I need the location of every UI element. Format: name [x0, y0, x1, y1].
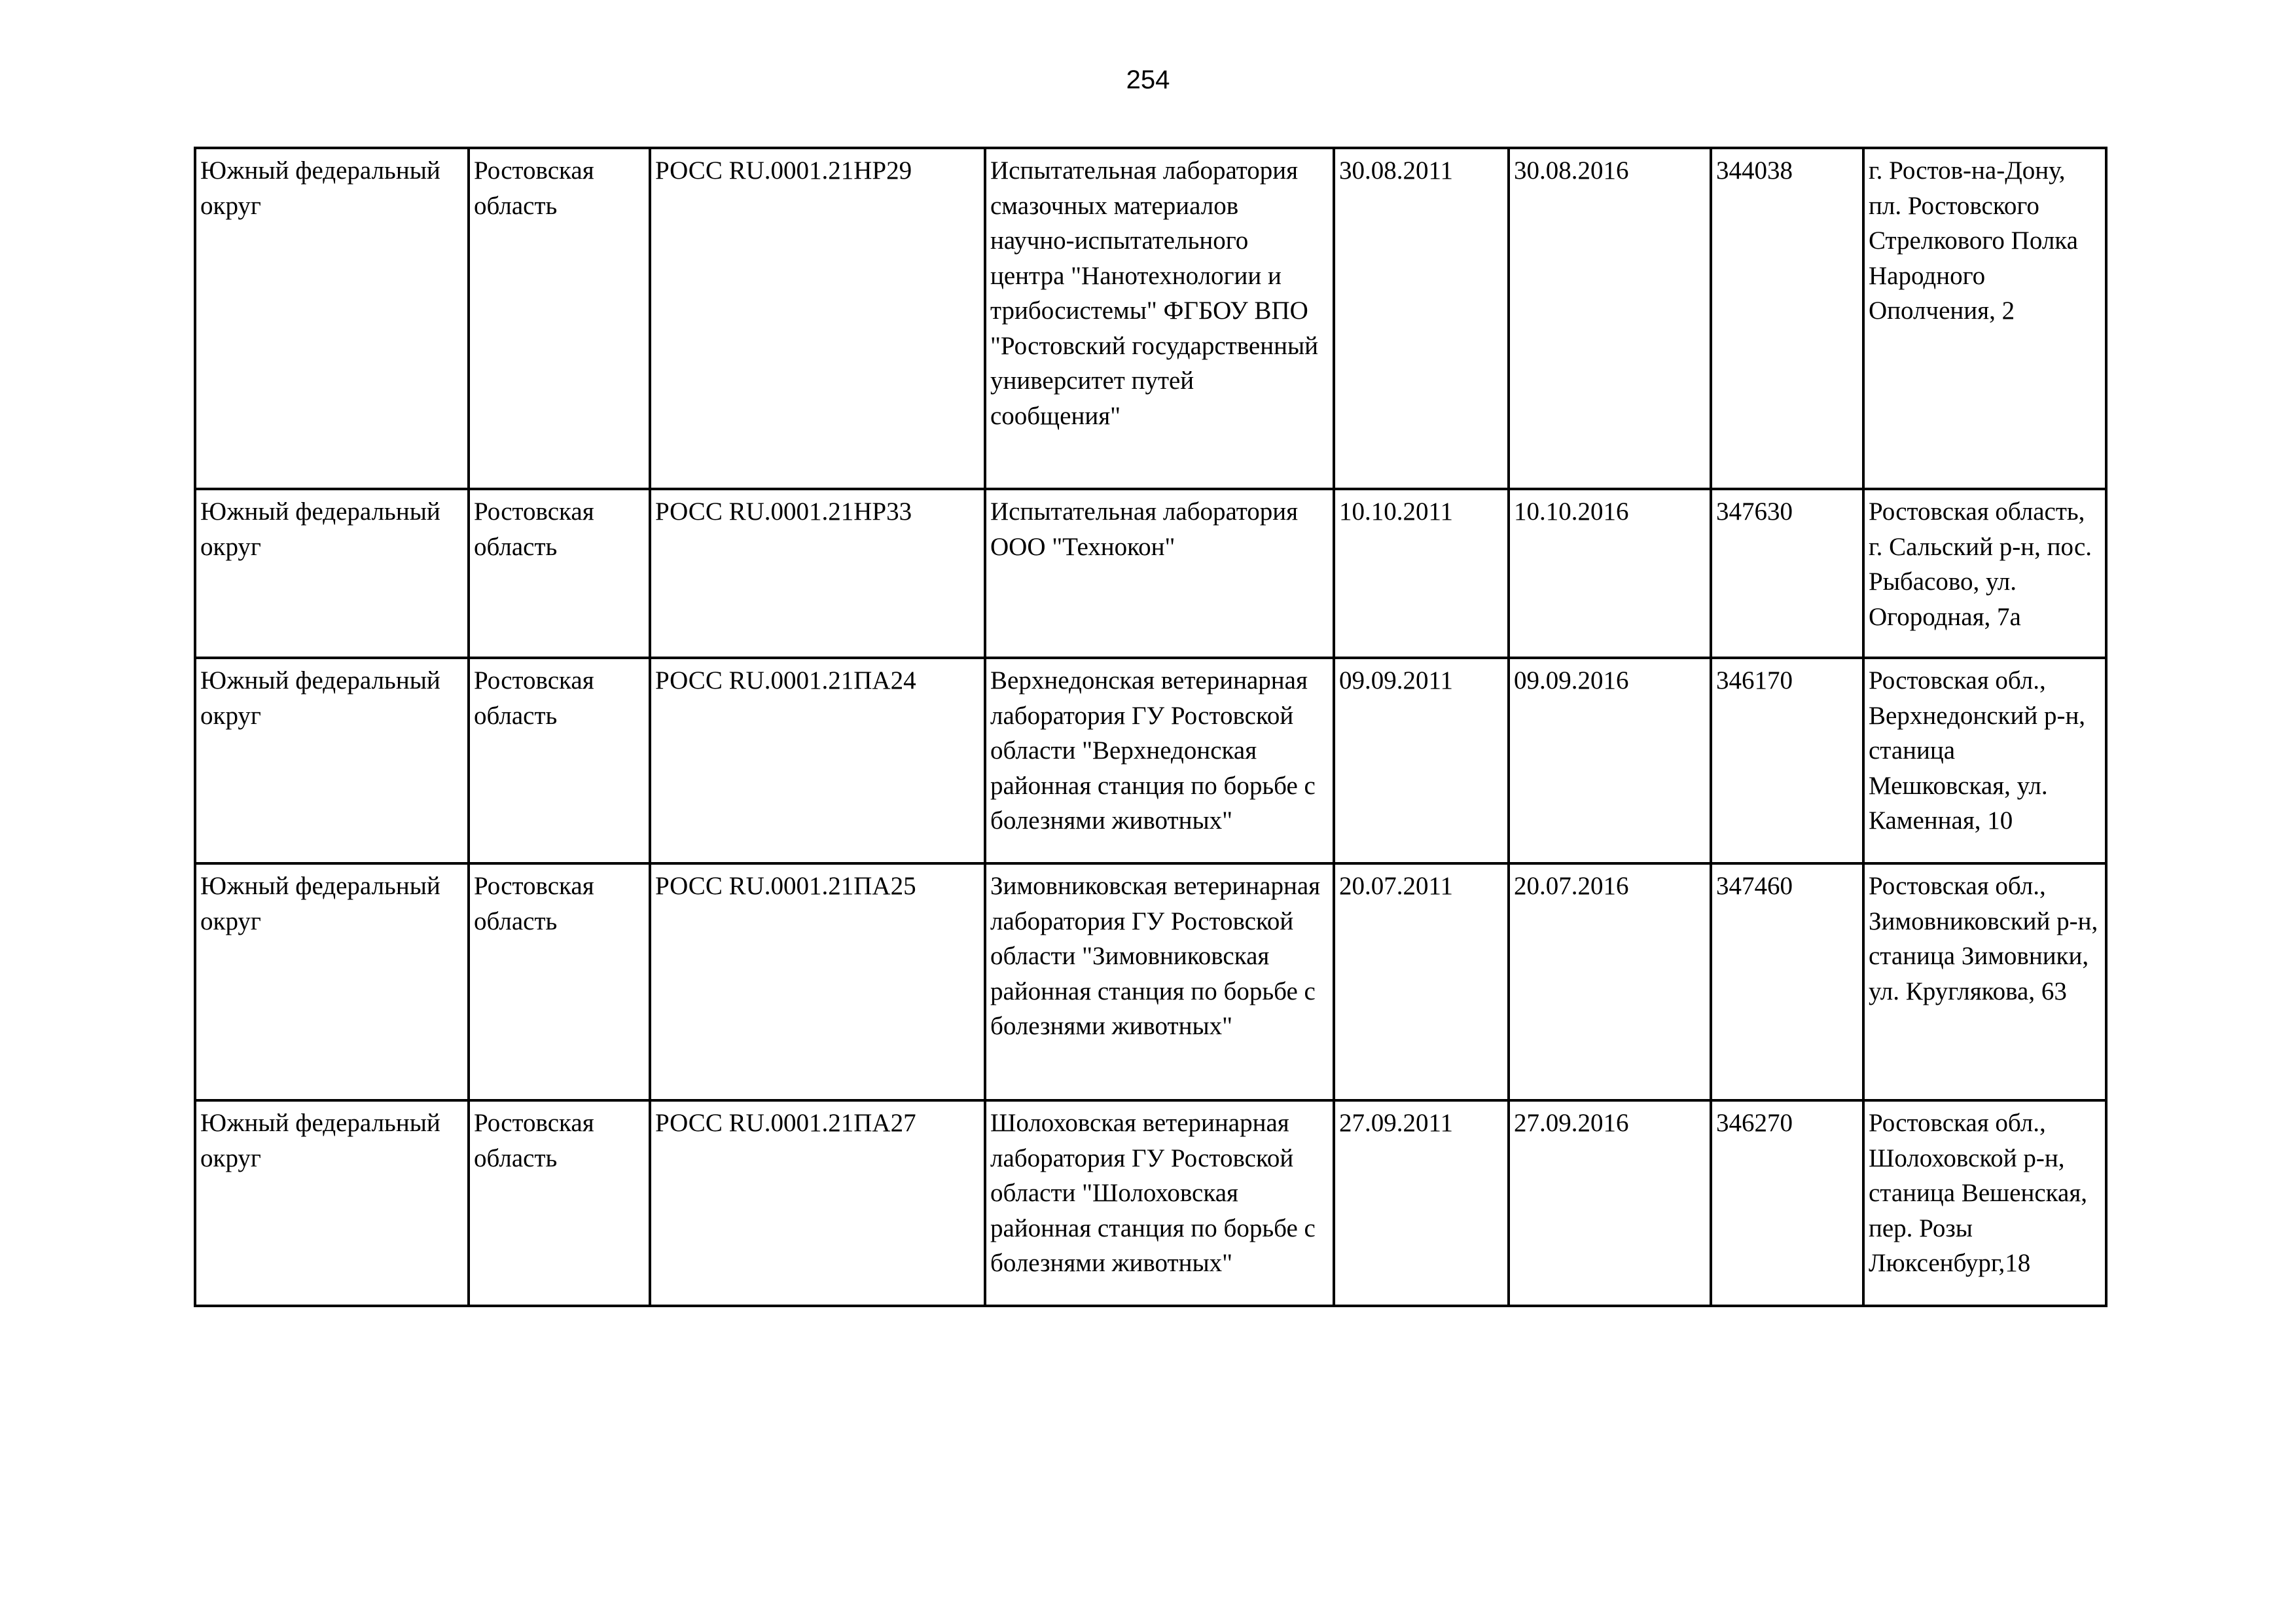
region-cell: Ростовская область — [469, 658, 650, 863]
expiry-date-cell: 09.09.2016 — [1509, 658, 1711, 863]
expiry-date-cell: 27.09.2016 — [1509, 1100, 1711, 1306]
accreditation-code-cell: РОСС RU.0001.21НР33 — [650, 489, 985, 658]
accreditation-code-cell: РОСС RU.0001.21ПА27 — [650, 1100, 985, 1306]
expiry-date-cell: 10.10.2016 — [1509, 489, 1711, 658]
region-cell: Ростовская область — [469, 1100, 650, 1306]
postal-code-cell: 344038 — [1711, 148, 1863, 489]
federal-district-cell: Южный федеральный округ — [195, 148, 469, 489]
address-cell: Ростовская область, г. Сальский р-н, пос. Рыбасово, ул. Огородная, 7а — [1863, 489, 2106, 658]
address-cell: г. Ростов-на-Дону, пл. Ростовского Стрелкового Полка Народного Ополчения, 2 — [1863, 148, 2106, 489]
federal-district-cell: Южный федеральный округ — [195, 489, 469, 658]
laboratory-name-cell: Зимовниковская ветеринарная лаборатория ГУ Ростовской области "Зимовниковская районная станция по борьбе с болезнями животных" — [985, 863, 1334, 1100]
laboratory-registry-table — [194, 147, 2108, 1307]
region-cell: Ростовская область — [469, 489, 650, 658]
federal-district-cell: Южный федеральный округ — [195, 1100, 469, 1306]
table-row — [195, 148, 2106, 489]
federal-district-cell: Южный федеральный округ — [195, 863, 469, 1100]
region-cell: Ростовская область — [469, 148, 650, 489]
accreditation-code-cell: РОСС RU.0001.21НР29 — [650, 148, 985, 489]
address-cell: Ростовская обл., Зимовниковский р-н, станица Зимовники, ул. Круглякова, 63 — [1863, 863, 2106, 1100]
issue-date-cell: 10.10.2011 — [1334, 489, 1509, 658]
issue-date-cell: 27.09.2011 — [1334, 1100, 1509, 1306]
laboratory-name-cell: Испытательная лаборатория ООО "Технокон" — [985, 489, 1334, 658]
postal-code-cell: 347630 — [1711, 489, 1863, 658]
laboratory-name-cell: Шолоховская ветеринарная лаборатория ГУ Ростовской области "Шолоховская районная станция по борьбе с болезнями животных" — [985, 1100, 1334, 1306]
table-row — [195, 1100, 2106, 1306]
issue-date-cell: 20.07.2011 — [1334, 863, 1509, 1100]
accreditation-code-cell: РОСС RU.0001.21ПА24 — [650, 658, 985, 863]
expiry-date-cell: 30.08.2016 — [1509, 148, 1711, 489]
address-cell: Ростовская обл., Шолоховской р-н, станица Вешенская, пер. Розы Люксенбург,18 — [1863, 1100, 2106, 1306]
laboratory-name-cell: Верхнедонская ветеринарная лаборатория ГУ Ростовской области "Верхнедонская районная станция по борьбе с болезнями животных" — [985, 658, 1334, 863]
postal-code-cell: 347460 — [1711, 863, 1863, 1100]
table-row — [195, 658, 2106, 863]
page-number: 254 — [1126, 65, 1170, 94]
postal-code-cell: 346270 — [1711, 1100, 1863, 1306]
expiry-date-cell: 20.07.2016 — [1509, 863, 1711, 1100]
table-row — [195, 863, 2106, 1100]
table-row — [195, 489, 2106, 658]
region-cell: Ростовская область — [469, 863, 650, 1100]
accreditation-code-cell: РОСС RU.0001.21ПА25 — [650, 863, 985, 1100]
federal-district-cell: Южный федеральный округ — [195, 658, 469, 863]
laboratory-name-cell: Испытательная лаборатория смазочных материалов научно-испытательного центра "Нанотехнологии и трибосистемы" ФГБОУ ВПО "Ростовский государственный университет путей сообщения" — [985, 148, 1334, 489]
issue-date-cell: 30.08.2011 — [1334, 148, 1509, 489]
postal-code-cell: 346170 — [1711, 658, 1863, 863]
issue-date-cell: 09.09.2011 — [1334, 658, 1509, 863]
address-cell: Ростовская обл., Верхнедонский р-н, станица Мешковская, ул. Каменная, 10 — [1863, 658, 2106, 863]
